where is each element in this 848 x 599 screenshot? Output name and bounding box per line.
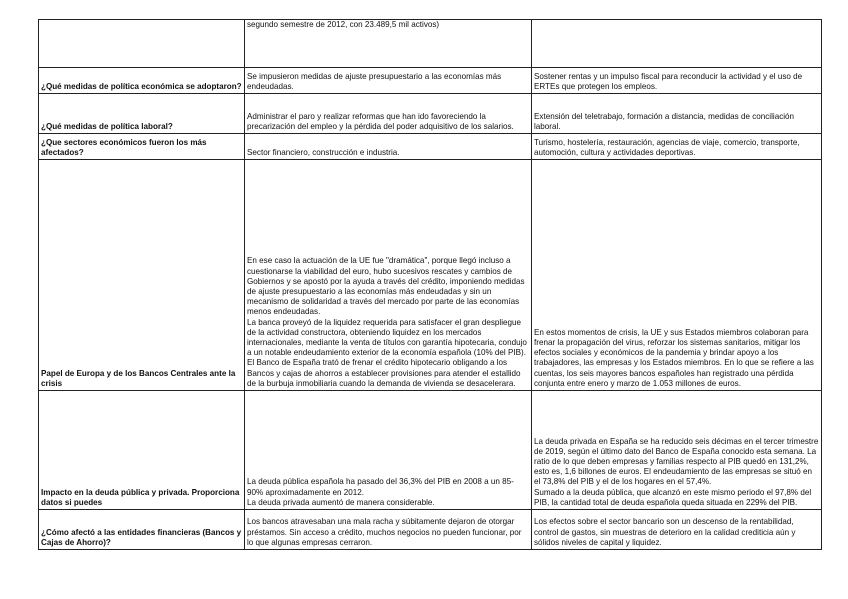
crisis-2008-cell: Los bancos atravesaban una mala racha y súbitamente dejaron de otorgar préstamos. Sin acceso a crédito, muchos negocios no pueden funcionar, por lo que algunas empresas cerraron. — [245, 510, 532, 550]
question-cell: Papel de Europa y de los Bancos Centrales ante la crisis — [39, 160, 245, 391]
crisis-2020-cell — [532, 20, 822, 68]
crisis-2008-cell: segundo semestre de 2012, con 23.489,5 mil activos) — [245, 20, 532, 68]
crisis-2008-cell: Sector financiero, construcción e industria. — [245, 134, 532, 160]
table-row — [39, 391, 822, 510]
question-cell: ¿Qué medidas de política económica se adoptaron? — [39, 68, 245, 94]
crisis-2020-cell: Extensión del teletrabajo, formación a distancia, medidas de conciliación laboral. — [532, 94, 822, 134]
question-cell — [39, 20, 245, 68]
question-cell: Impacto en la deuda pública y privada. Proporciona datos si puedes — [39, 391, 245, 510]
table-row — [39, 20, 822, 68]
crisis-2020-cell: Sostener rentas y un impulso fiscal para reconducir la actividad y el uso de ERTEs que protegen los empleos. — [532, 68, 822, 94]
table-row — [39, 68, 822, 94]
crisis-2008-cell — [245, 391, 532, 510]
table-row — [39, 160, 822, 391]
paragraph: La banca proveyó de la liquidez requerida para satisfacer el gran despliegue de la actividad constructora, obteniendo liquidez en los mercados internacionales, mediante la venta de títulos con garantía hipotecaria, condujo a un notable endeudamiento exterior de la economía española (10% del PIB). — [247, 317, 527, 358]
question-cell: ¿Cómo afectó a las entidades financieras (Bancos y Cajas de Ahorro)? — [39, 510, 245, 550]
crisis-2020-cell: En estos momentos de crisis, la UE y sus Estados miembros colaboran para frenar la propagación del virus, reforzar los sistemas sanitarios, mitigar los efectos sociales y económicos de la pandemia y brindar apoyo a los trabajadores, las empresas y los Estados miembros. En lo que se refiere a las cuentas, los seis mayores bancos españoles han registrado una pérdida conjunta entre enero y marzo de 1.053 millones de euros. — [532, 160, 822, 391]
paragraph: En ese caso la actuación de la UE fue "dramática", porque llegó incluso a cuestionarse la viabilidad del euro, hubo sucesivos rescates y cambios de Gobiernos y se apostó por la ayuda a través del crédito, imponiendo medidas de ajuste presupuestario a las economías más endeudadas y sin un mecanismo de solidaridad a través del mercado por parte de las economías menos endeudadas. — [247, 256, 525, 317]
paragraph: Sumado a la deuda pública, que alcanzó en este mismo periodo el 97,8% del PIB, la cantidad total de deuda española queda situada en 229% del PIB. — [534, 487, 812, 507]
table-row — [39, 510, 822, 550]
paragraph: La deuda pública española ha pasado del 36,3% del PIB en 2008 a un 85-90% aproximadamente en 2012. — [247, 477, 514, 497]
crisis-2020-cell — [532, 391, 822, 510]
crisis-2020-cell: Turismo, hostelería, restauración, agencias de viaje, comercio, transporte, automoción, cultura y actividades deportivas. — [532, 134, 822, 160]
crisis-2008-cell — [245, 160, 532, 391]
paragraph: El Banco de España trató de frenar el crédito hipotecario obligando a los Bancos y cajas de ahorros a establecer provisiones para atender el estallido de la burbuja inmobiliaria cuando la demanda de vivienda se desacelerara. — [247, 358, 521, 388]
crisis-2008-cell: Administrar el paro y realizar reformas que han ido favoreciendo la precarización del empleo y la pérdida del poder adquisitivo de los salarios. — [245, 94, 532, 134]
crisis-2020-cell: Los efectos sobre el sector bancario son un descenso de la rentabilidad, control de gastos, sin muestras de deterioro en la calidad crediticia aún y sólidos niveles de capital y liquidez. — [532, 510, 822, 550]
question-cell: ¿Que sectores económicos fueron los más afectados? — [39, 134, 245, 160]
question-cell: ¿Qué medidas de política laboral? — [39, 94, 245, 134]
table-row — [39, 134, 822, 160]
crisis-2008-cell: Se impusieron medidas de ajuste presupuestario a las economías más endeudadas. — [245, 68, 532, 94]
paragraph: La deuda privada aumentó de manera considerable. — [247, 497, 435, 507]
comparison-table — [38, 19, 822, 550]
paragraph: La deuda privada en España se ha reducido seis décimas en el tercer trimestre de 2019, según el último dato del Banco de España conocido esta semana. La ratio de lo que deben empresas y familias respecto al PIB quedó en 131,2%, esto es, 1,6 billones de euros. El endeudamiento de las empresas se situó en el 73,8% del PIB y el de los hogares en el 57,4%. — [534, 436, 819, 487]
table-row — [39, 94, 822, 134]
